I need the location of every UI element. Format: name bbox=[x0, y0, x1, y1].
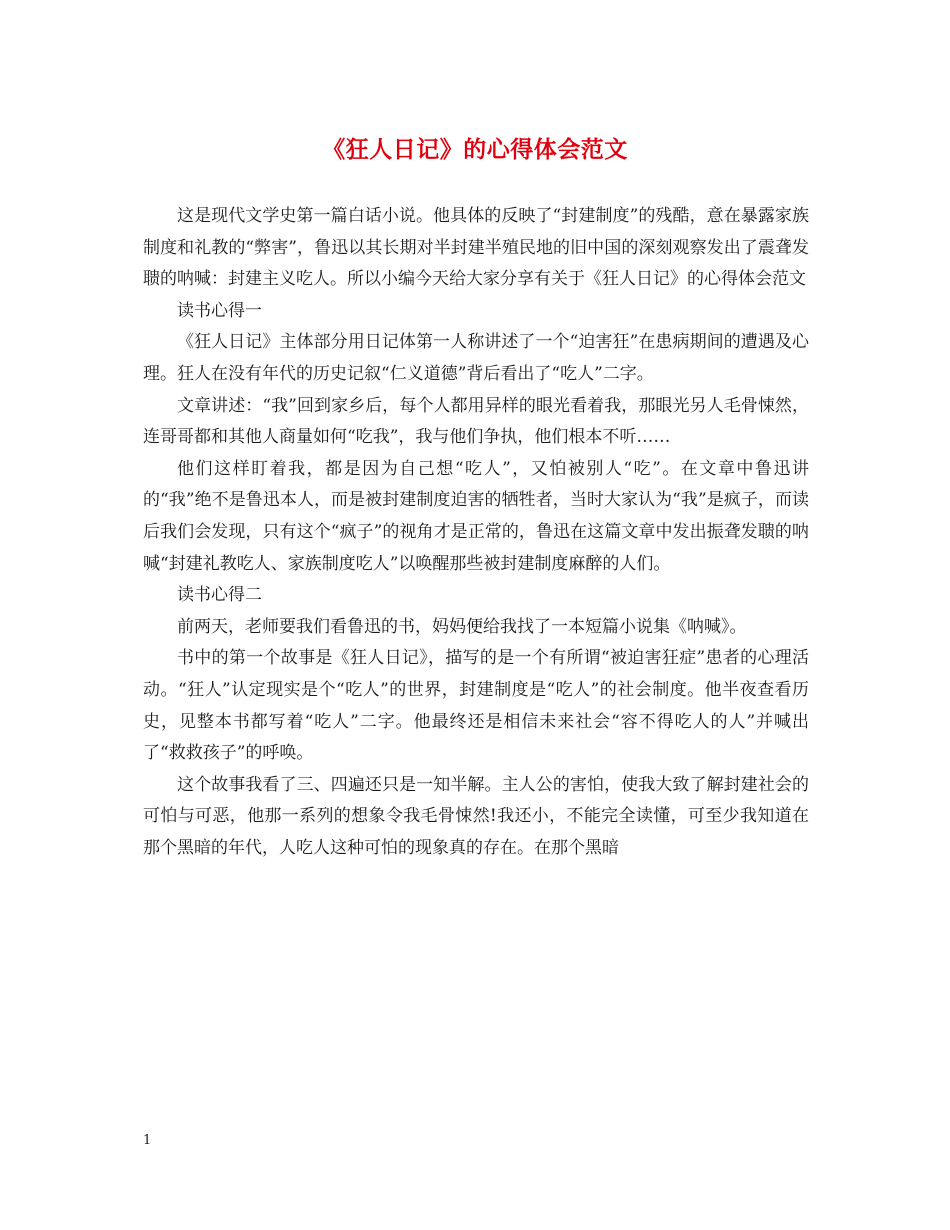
paragraph: 他们这样盯着我，都是因为自己想“吃人”，又怕被别人“吃”。在文章中鲁迅讲的“我”绝不是鲁迅本人，而是被封建制度迫害的牺牲者，当时大家认为“我”是疯子，而读后我们会发现，只有这个“疯子”的视角才是正常的，鲁迅在这篇文章中发出振聋发聩的呐喊“封建礼教吃人、家族制度吃人”以唤醒那些被封建制度麻醉的人们。 bbox=[143, 458, 809, 574]
paragraph: 前两天，老师要我们看鲁迅的书，妈妈便给我找了一本短篇小说集《呐喊》。 bbox=[177, 616, 747, 637]
paragraph: 这个故事我看了三、四遍还只是一知半解。主人公的害怕，使我大致了解封建社会的可怕与可恶，他那一系列的想象令我毛骨悚然!我还小，不能完全读懂，可至少我知道在那个黑暗的年代，人吃人这种可怕的现象真的存在。在那个黑暗 bbox=[143, 774, 809, 858]
paragraph: 书中的第一个故事是《狂人日记》，描写的是一个有所谓“被迫害狂症”患者的心理活动。“狂人”认定现实是个“吃人”的世界，封建制度是“吃人”的社会制度。他半夜查看历史，见整本书都写着“吃人”二字。他最终还是相信未来社会“容不得吃人的人”并喊出了“救救孩子”的呼唤。 bbox=[143, 648, 809, 764]
document-body bbox=[143, 201, 809, 864]
section-heading-1: 读书心得一 bbox=[177, 300, 262, 321]
paragraph: 《狂人日记》主体部分用日记体第一人称讲述了一个“迫害狂”在患病期间的遭遇及心理。狂人在没有年代的历史记叙“仁义道德”背后看出了“吃人”二字。 bbox=[143, 332, 809, 384]
section-heading-2: 读书心得二 bbox=[177, 585, 262, 606]
paragraph: 文章讲述：“我”回到家乡后，每个人都用异样的眼光看着我，那眼光另人毛骨悚然，连哥哥都和其他人商量如何“吃我”，我与他们争执，他们根本不听…… bbox=[143, 395, 809, 448]
paragraph-intro: 这是现代文学史第一篇白话小说。他具体的反映了“封建制度”的残酷，意在暴露家族制度和礼教的“弊害”，鲁迅以其长期对半封建半殖民地的旧中国的深刻观察发出了震聋发聩的呐喊：封建主义吃人。所以小编今天给大家分享有关于《狂人日记》的心得体会范文 bbox=[143, 206, 809, 290]
page-number: 1 bbox=[143, 1133, 152, 1148]
document-title: 《狂人日记》的心得体会范文 bbox=[322, 136, 628, 163]
